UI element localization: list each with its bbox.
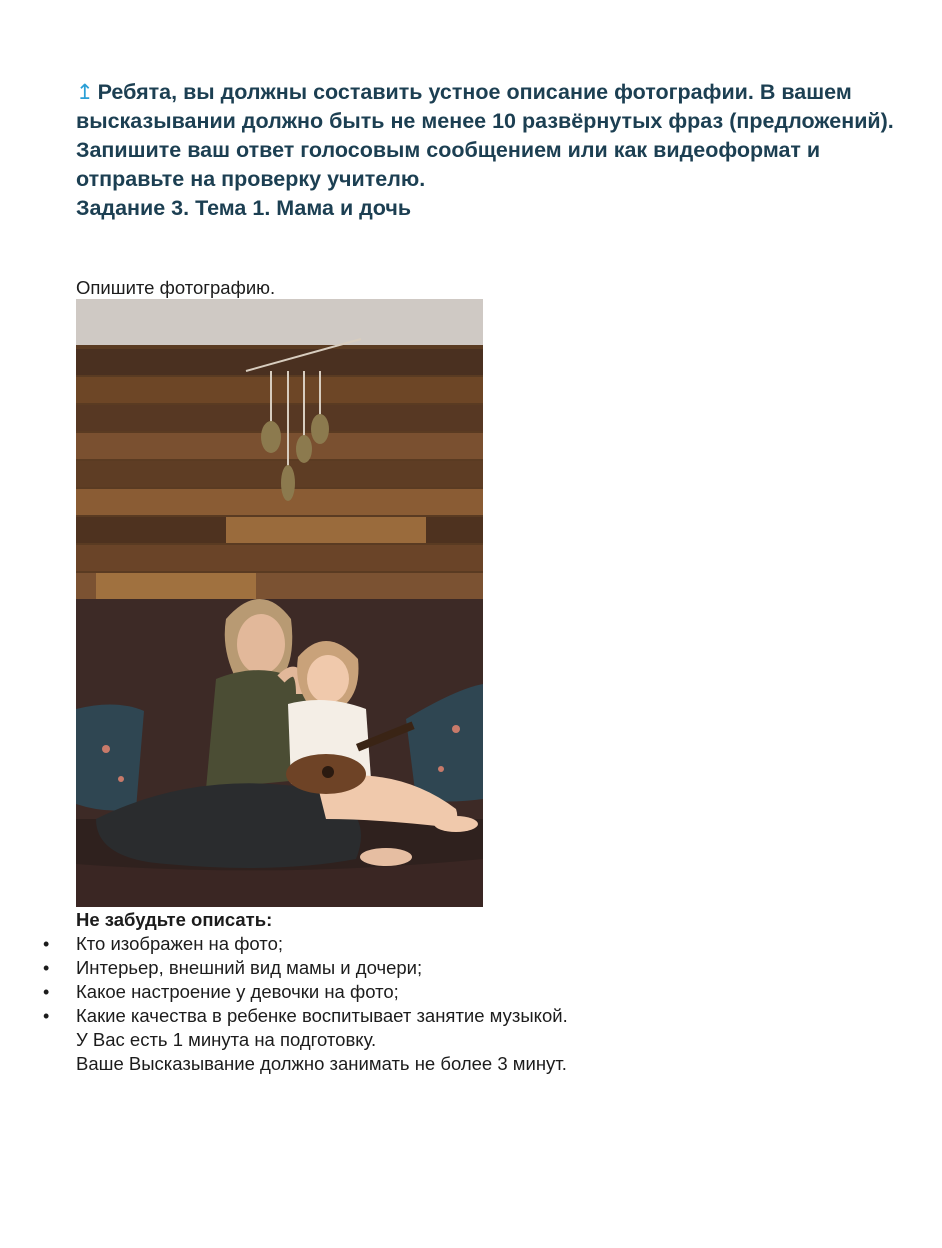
describe-prompt: Опишите фотографию. — [76, 277, 276, 298]
list-item-text: Интерьер, внешний вид мамы и дочери; — [76, 957, 423, 978]
heading-line-3: Задание 3. Тема 1. Мама и дочь — [76, 196, 412, 220]
photo-pillow-left — [76, 704, 144, 810]
notes-block — [76, 1028, 567, 1076]
bullet-icon: • — [43, 958, 50, 978]
list-item — [0, 980, 568, 1004]
reminder-title: Не забудьте описать: — [76, 909, 273, 930]
checklist — [0, 932, 568, 1028]
duration-note: Ваше Высказывание должно занимать не более 3 минут. — [76, 1053, 567, 1074]
list-item-text: Кто изображен на фото; — [76, 933, 284, 954]
list-item — [0, 932, 568, 956]
list-item-text: Какие качества в ребенке воспитывает занятие музыкой. — [76, 1005, 568, 1026]
heading-line-2: Запишите ваш ответ голосовым сообщением или как видеоформат и отправьте на проверку учителю. — [76, 138, 821, 191]
bullet-icon: • — [43, 1006, 50, 1026]
heading-line-1: Ребята, вы должны составить устное описание фотографии. В вашем высказывании должно быть не менее 10 развёрнутых фраз (предложений). — [76, 80, 894, 133]
assignment-heading — [76, 78, 926, 223]
bullet-icon: • — [43, 982, 50, 1002]
photo-wall — [76, 299, 483, 349]
prep-note: У Вас есть 1 минута на подготовку. — [76, 1029, 377, 1050]
upload-arrow-icon: ↥ — [76, 81, 94, 104]
bullet-icon: • — [43, 934, 50, 954]
list-item — [0, 1004, 568, 1028]
heading-intro — [76, 78, 926, 136]
list-item — [0, 956, 568, 980]
task-photo — [76, 299, 483, 907]
list-item-text: Какое настроение у девочки на фото; — [76, 981, 399, 1002]
